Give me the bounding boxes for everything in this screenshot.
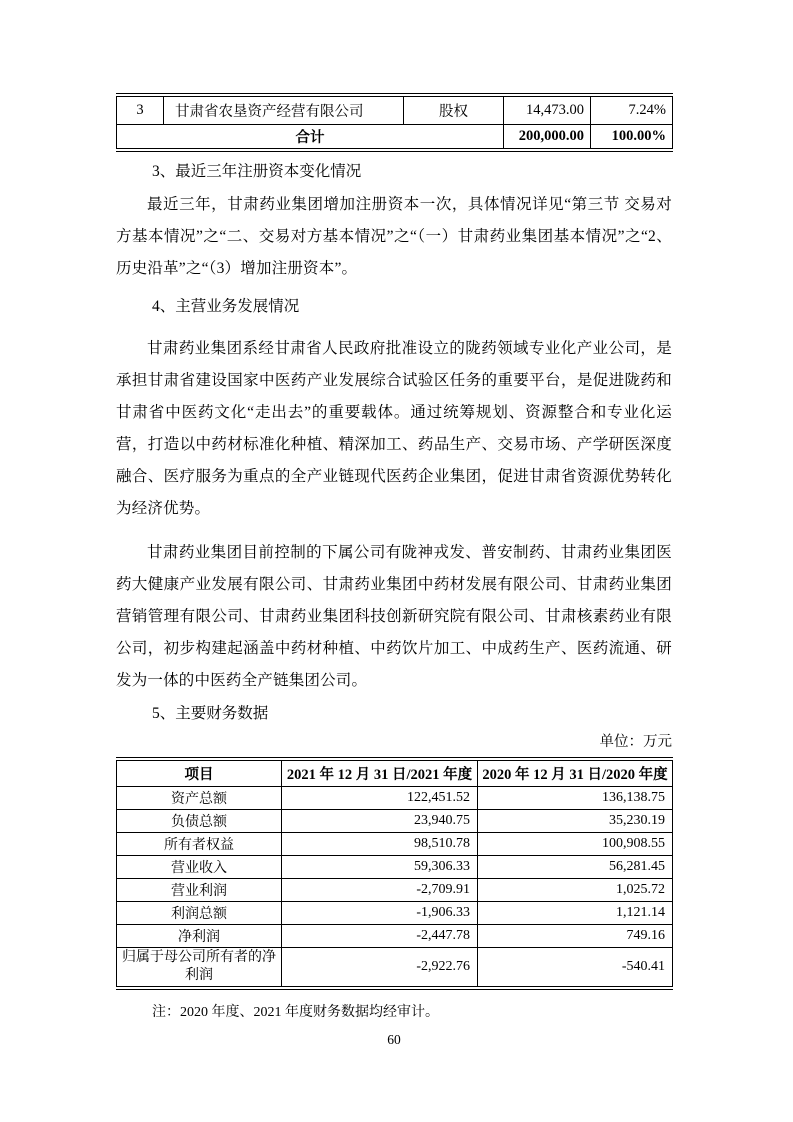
value-2020: -540.41 — [478, 947, 673, 988]
financial-table-header-row — [117, 759, 673, 786]
value-2020: 1,121.14 — [478, 901, 673, 924]
value-2020: 749.16 — [478, 924, 673, 947]
financial-data-table — [116, 757, 673, 990]
value-2021: 98,510.78 — [282, 832, 478, 855]
value-2021: 122,451.52 — [282, 786, 478, 809]
value-2020: 35,230.19 — [478, 809, 673, 832]
amount-cell: 14,473.00 — [504, 95, 591, 124]
item-label: 营业收入 — [117, 855, 282, 878]
value-2021: 23,940.75 — [282, 809, 478, 832]
table-row-operating-revenue — [117, 855, 673, 878]
value-2021: -1,906.33 — [282, 901, 478, 924]
value-2021: -2,709.91 — [282, 878, 478, 901]
value-2021: -2,922.76 — [282, 947, 478, 988]
value-2021: -2,447.78 — [282, 924, 478, 947]
item-label: 所有者权益 — [117, 832, 282, 855]
total-row — [117, 124, 673, 150]
page-number: 60 — [387, 1031, 401, 1047]
section-heading-3: 3、最近三年注册资本变化情况 — [152, 163, 362, 180]
company-name-cell: 甘肃省农垦资产经营有限公司 — [164, 95, 404, 124]
header-2020: 2020 年 12 月 31 日/2020 年度 — [478, 759, 673, 786]
total-percent-cell: 100.00% — [591, 124, 673, 150]
row-index-cell: 3 — [117, 95, 164, 124]
section-heading-5: 5、主要财务数据 — [152, 705, 269, 722]
paragraph-business-overview: 甘肃药业集团系经甘肃省人民政府批准设立的陇药领域专业化产业公司，是承担甘肃省建设国家中医药产业发展综合试验区任务的重要平台，是促进陇药和甘肃省中医药文化“走出去”的重要载体。通过统筹规划、资源整合和专业化运营，打造以中药材标准化种植、精深加工、药品生产、交易市场、产学研医深度融合、医疗服务为重点的全产业链现代医药企业集团，促进甘肃省资源优势转化为经济优势。 — [116, 340, 672, 517]
header-item: 项目 — [117, 759, 282, 786]
unit-label: 单位：万元 — [599, 734, 672, 750]
item-label: 归属于母公司所有者的净利润 — [117, 947, 282, 988]
audit-note: 注：2020 年度、2021 年度财务数据均经审计。 — [152, 1004, 439, 1020]
total-amount-cell: 200,000.00 — [504, 124, 591, 150]
item-label: 负债总额 — [117, 809, 282, 832]
table-row-total-assets — [117, 786, 673, 809]
table-row — [117, 95, 673, 124]
capital-contribution-table — [116, 93, 673, 152]
header-2021: 2021 年 12 月 31 日/2021 年度 — [282, 759, 478, 786]
paragraph-subsidiaries: 甘肃药业集团目前控制的下属公司有陇神戎发、普安制药、甘肃药业集团医药大健康产业发展有限公司、甘肃药业集团中药材发展有限公司、甘肃药业集团营销管理有限公司、甘肃药业集团科技创新研究院有限公司、甘肃核素药业有限公司，初步构建起涵盖中药材种植、中药饮片加工、中成药生产、医药流通、研发为一体的中医药全产链集团公司。 — [116, 544, 672, 689]
total-label-cell: 合计 — [117, 124, 504, 150]
table-row-net-profit-parent — [117, 947, 673, 988]
section-heading-4: 4、主营业务发展情况 — [152, 298, 300, 315]
contribution-type-cell: 股权 — [404, 95, 504, 124]
value-2020: 1,025.72 — [478, 878, 673, 901]
value-2020: 100,908.55 — [478, 832, 673, 855]
table-row-total-liabilities — [117, 809, 673, 832]
item-label: 资产总额 — [117, 786, 282, 809]
table-row-operating-profit — [117, 878, 673, 901]
table-row-owners-equity — [117, 832, 673, 855]
table-row-net-profit — [117, 924, 673, 947]
table-row-total-profit — [117, 901, 673, 924]
value-2020: 56,281.45 — [478, 855, 673, 878]
value-2021: 59,306.33 — [282, 855, 478, 878]
item-label: 净利润 — [117, 924, 282, 947]
paragraph-registered-capital: 最近三年，甘肃药业集团增加注册资本一次，具体情况详见“第三节 交易对方基本情况”之“二、交易对方基本情况”之“（一）甘肃药业集团基本情况”之“2、历史沿革”之“（3）增加注册资本”。 — [116, 196, 672, 277]
percent-cell: 7.24% — [591, 95, 673, 124]
item-label: 营业利润 — [117, 878, 282, 901]
item-label: 利润总额 — [117, 901, 282, 924]
value-2020: 136,138.75 — [478, 786, 673, 809]
